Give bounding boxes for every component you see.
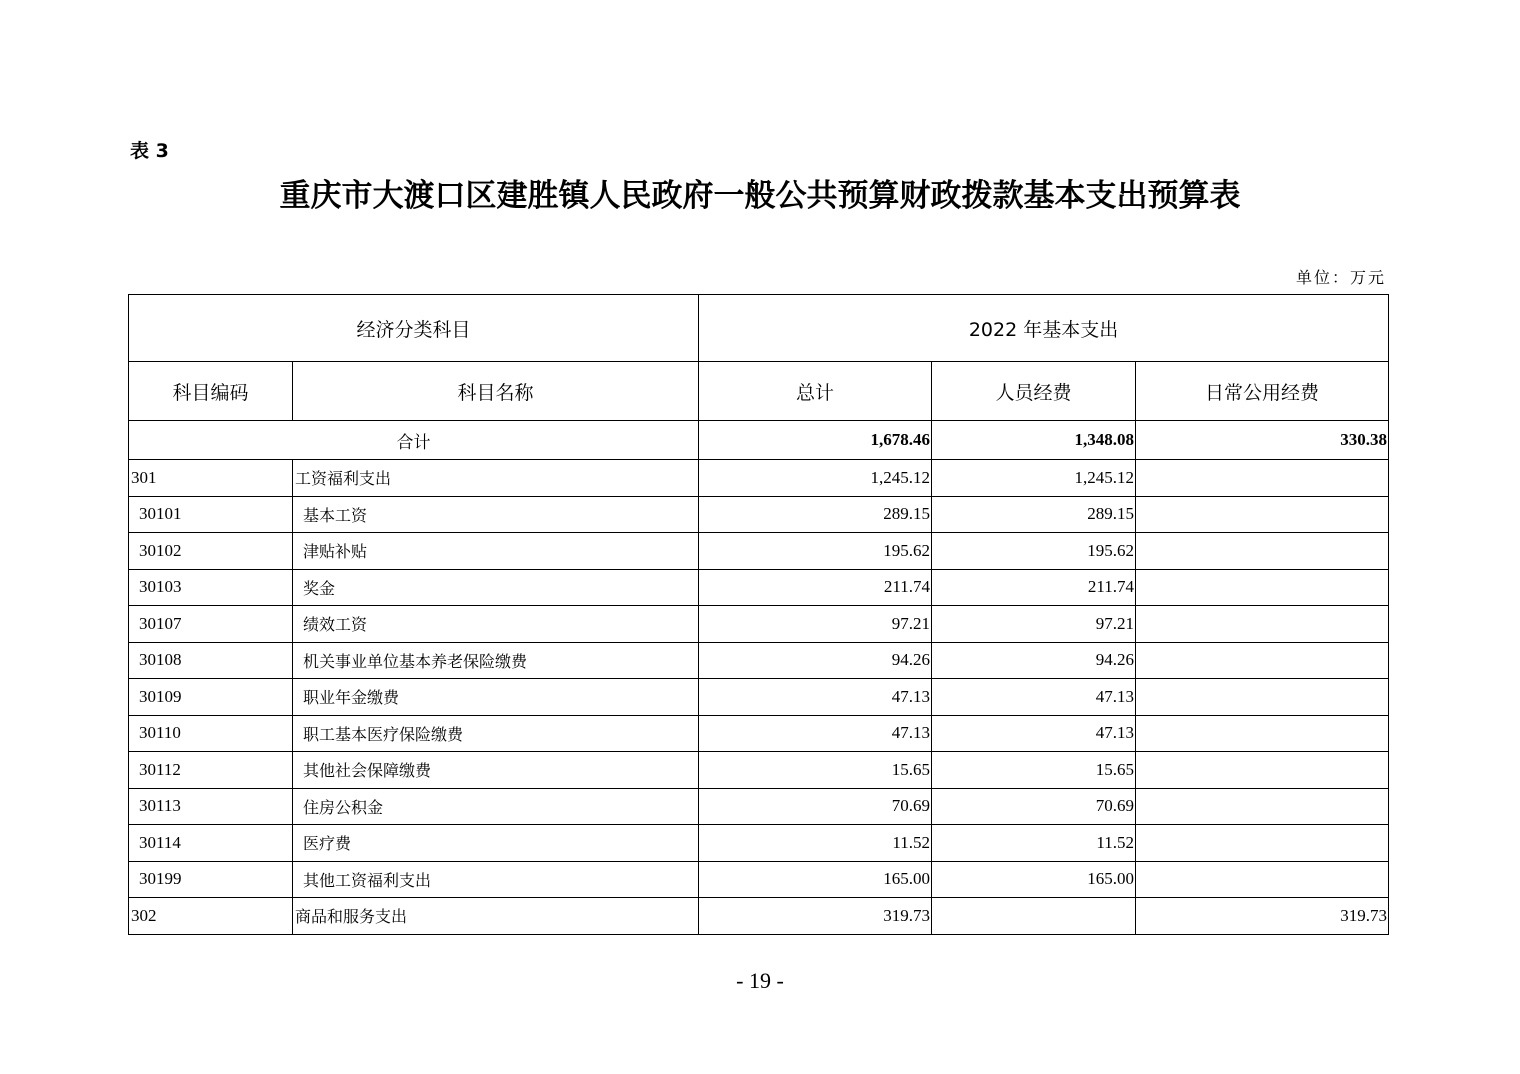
row-name: 奖金 xyxy=(293,569,699,606)
row-public xyxy=(1136,606,1389,643)
row-public xyxy=(1136,861,1389,898)
row-code: 30199 xyxy=(129,861,293,898)
row-name: 其他工资福利支出 xyxy=(293,861,699,898)
row-total: 15.65 xyxy=(699,752,932,789)
row-total: 1,245.12 xyxy=(699,460,932,497)
row-name: 工资福利支出 xyxy=(293,460,699,497)
row-name: 职业年金缴费 xyxy=(293,679,699,716)
row-personnel: 289.15 xyxy=(932,496,1136,533)
row-code: 30101 xyxy=(129,496,293,533)
row-personnel: 15.65 xyxy=(932,752,1136,789)
header-subject-code: 科目编码 xyxy=(129,362,293,421)
total-public: 330.38 xyxy=(1136,421,1389,460)
row-code: 30102 xyxy=(129,533,293,570)
table-row xyxy=(129,460,1389,497)
row-name: 医疗费 xyxy=(293,825,699,862)
table-row xyxy=(129,496,1389,533)
row-total: 319.73 xyxy=(699,898,932,935)
row-name: 机关事业单位基本养老保险缴费 xyxy=(293,642,699,679)
row-total: 47.13 xyxy=(699,715,932,752)
row-code: 30113 xyxy=(129,788,293,825)
row-total: 94.26 xyxy=(699,642,932,679)
document-title: 重庆市大渡口区建胜镇人民政府一般公共预算财政拨款基本支出预算表 xyxy=(279,178,1241,214)
row-total: 11.52 xyxy=(699,825,932,862)
row-name: 津贴补贴 xyxy=(293,533,699,570)
row-code: 30110 xyxy=(129,715,293,752)
row-code: 30103 xyxy=(129,569,293,606)
row-personnel: 195.62 xyxy=(932,533,1136,570)
row-public xyxy=(1136,642,1389,679)
row-code: 30114 xyxy=(129,825,293,862)
unit-label: 单位：万元 xyxy=(1295,268,1386,287)
row-personnel: 97.21 xyxy=(932,606,1136,643)
total-label: 合计 xyxy=(129,421,699,460)
table-row xyxy=(129,825,1389,862)
row-code: 301 xyxy=(129,460,293,497)
row-code: 302 xyxy=(129,898,293,935)
header-public-expense: 日常公用经费 xyxy=(1136,362,1389,421)
row-public xyxy=(1136,496,1389,533)
row-name: 基本工资 xyxy=(293,496,699,533)
row-public xyxy=(1136,569,1389,606)
row-name: 绩效工资 xyxy=(293,606,699,643)
row-code: 30109 xyxy=(129,679,293,716)
row-personnel: 47.13 xyxy=(932,715,1136,752)
row-name: 职工基本医疗保险缴费 xyxy=(293,715,699,752)
budget-table xyxy=(128,294,1389,935)
header-subject-name: 科目名称 xyxy=(293,362,699,421)
row-personnel: 70.69 xyxy=(932,788,1136,825)
row-public xyxy=(1136,788,1389,825)
row-public xyxy=(1136,825,1389,862)
row-name: 其他社会保障缴费 xyxy=(293,752,699,789)
row-total: 47.13 xyxy=(699,679,932,716)
row-public xyxy=(1136,752,1389,789)
row-total: 211.74 xyxy=(699,569,932,606)
row-total: 289.15 xyxy=(699,496,932,533)
header-personnel-expense: 人员经费 xyxy=(932,362,1136,421)
table-row xyxy=(129,752,1389,789)
row-personnel: 47.13 xyxy=(932,679,1136,716)
row-personnel: 94.26 xyxy=(932,642,1136,679)
header-total: 总计 xyxy=(699,362,932,421)
row-name: 住房公积金 xyxy=(293,788,699,825)
page-number: - 19 - xyxy=(736,968,784,993)
row-code: 30108 xyxy=(129,642,293,679)
table-row xyxy=(129,679,1389,716)
row-code: 30112 xyxy=(129,752,293,789)
header-basic-expenditure: 2022 年基本支出 xyxy=(699,295,1389,362)
row-public: 319.73 xyxy=(1136,898,1389,935)
row-code: 30107 xyxy=(129,606,293,643)
table-row xyxy=(129,898,1389,935)
table-row xyxy=(129,861,1389,898)
row-public xyxy=(1136,460,1389,497)
total-row xyxy=(129,421,1389,460)
row-total: 165.00 xyxy=(699,861,932,898)
row-personnel xyxy=(932,898,1136,935)
row-name: 商品和服务支出 xyxy=(293,898,699,935)
row-total: 70.69 xyxy=(699,788,932,825)
header-column-row xyxy=(129,362,1389,421)
table-row xyxy=(129,788,1389,825)
table-row xyxy=(129,642,1389,679)
row-personnel: 11.52 xyxy=(932,825,1136,862)
table-label: 表 3 xyxy=(130,140,169,162)
row-total: 195.62 xyxy=(699,533,932,570)
table-row xyxy=(129,606,1389,643)
row-public xyxy=(1136,679,1389,716)
row-public xyxy=(1136,715,1389,752)
total-personnel: 1,348.08 xyxy=(932,421,1136,460)
header-economic-classification: 经济分类科目 xyxy=(129,295,699,362)
row-public xyxy=(1136,533,1389,570)
table-row xyxy=(129,569,1389,606)
table-row xyxy=(129,715,1389,752)
row-personnel: 1,245.12 xyxy=(932,460,1136,497)
row-total: 97.21 xyxy=(699,606,932,643)
row-personnel: 165.00 xyxy=(932,861,1136,898)
header-group-row xyxy=(129,295,1389,362)
total-total: 1,678.46 xyxy=(699,421,932,460)
row-personnel: 211.74 xyxy=(932,569,1136,606)
table-row xyxy=(129,533,1389,570)
